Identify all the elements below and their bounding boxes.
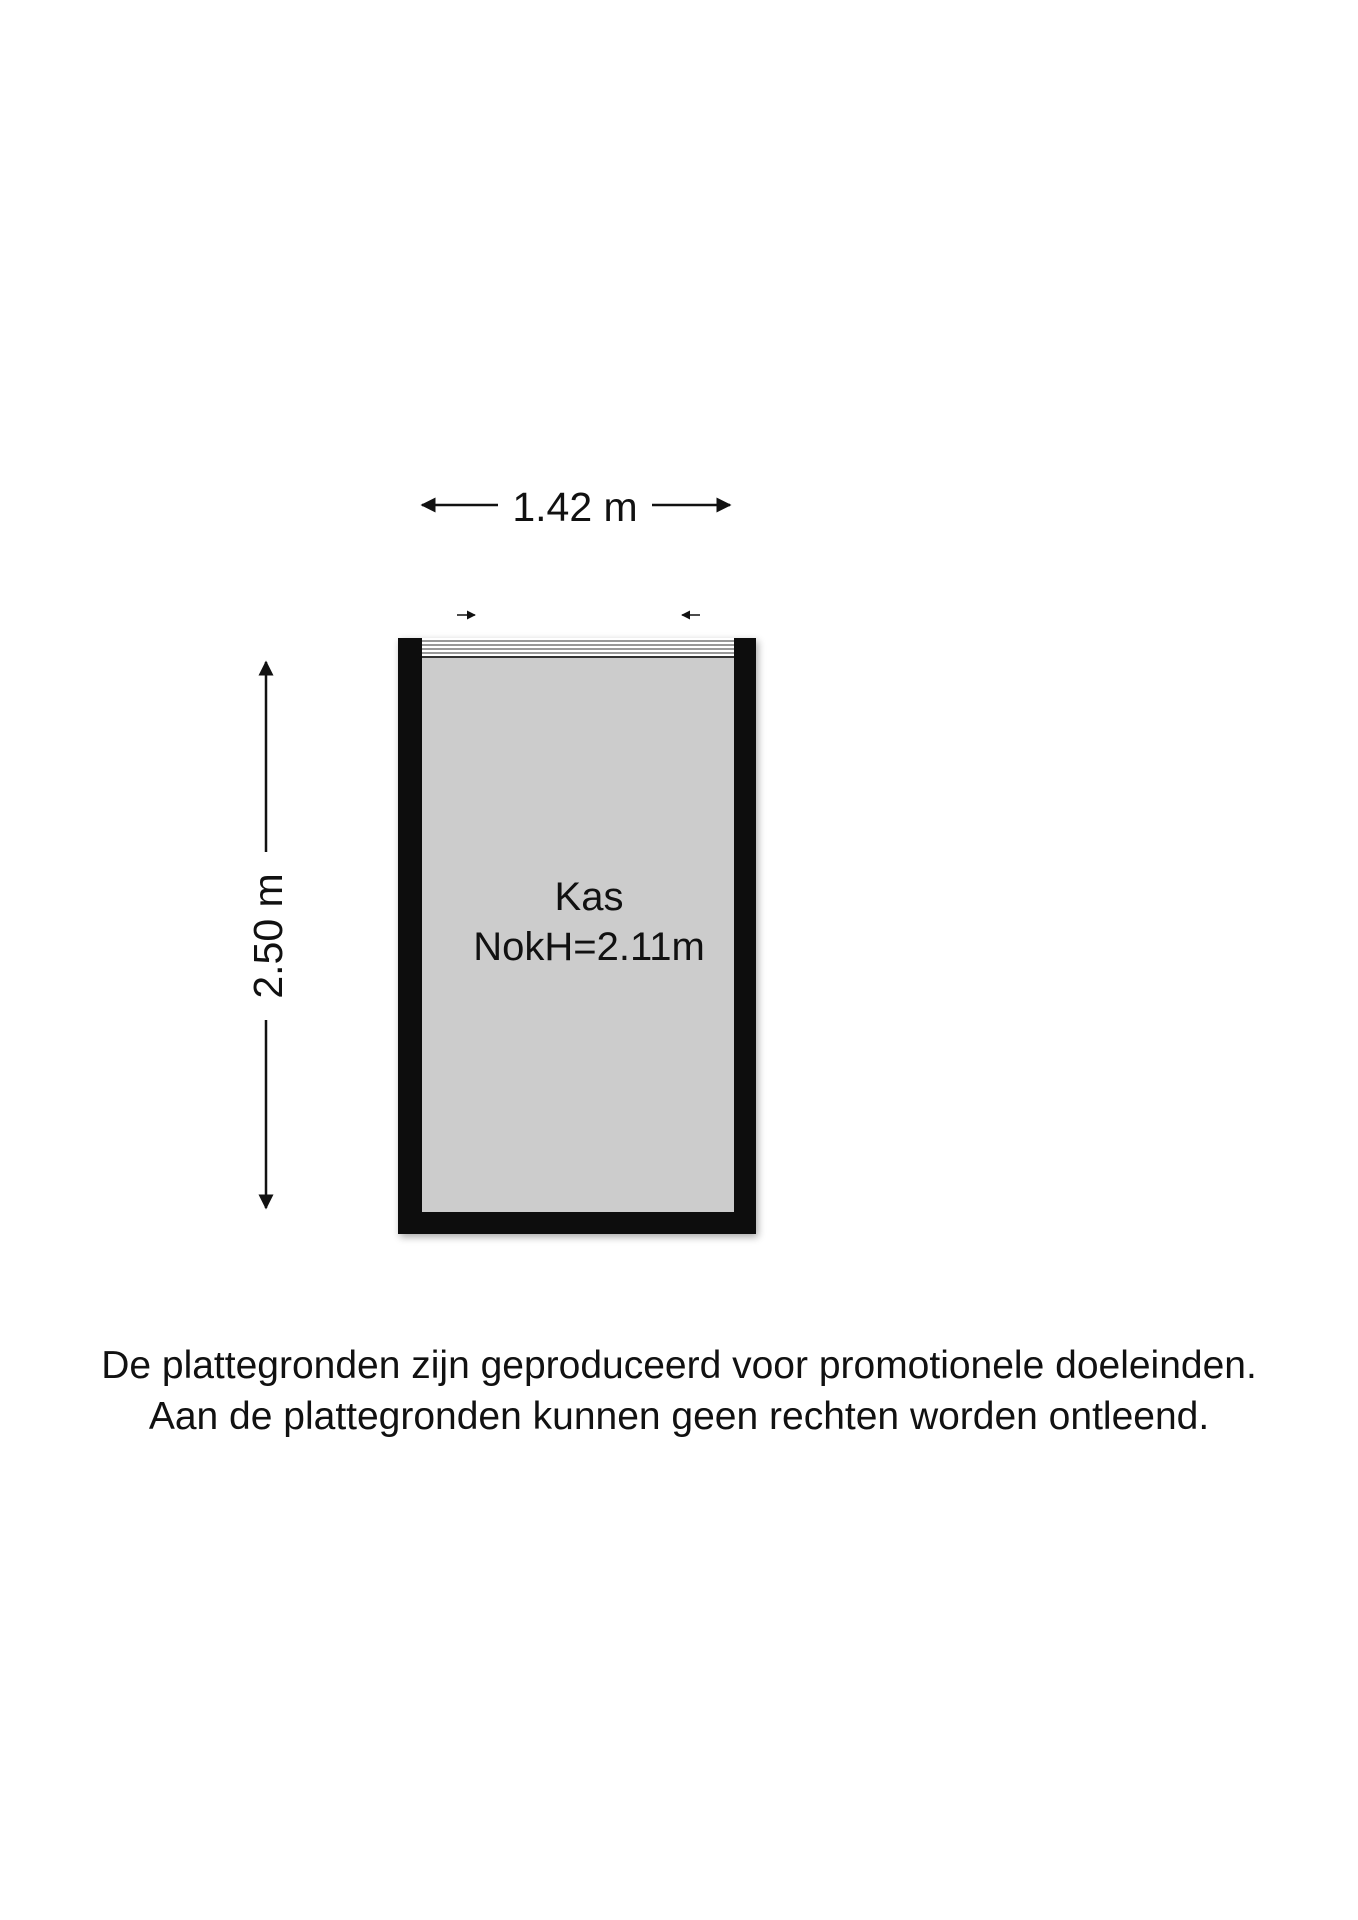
- height-dimension: [245, 662, 291, 1208]
- width-dimension: [422, 484, 730, 530]
- glass-wall: [422, 638, 734, 658]
- disclaimer-line-1: De plattegronden zijn geproduceerd voor promotionele doeleinden.: [101, 1344, 1257, 1387]
- room-ridge-height: NokH=2.11m: [473, 925, 705, 969]
- disclaimer: [0, 1340, 1358, 1442]
- disclaimer-line-2: Aan de plattegronden kunnen geen rechten worden ontleend.: [148, 1395, 1210, 1438]
- width-dimension-label: 1.42 m: [512, 484, 638, 530]
- room-name: Kas: [554, 875, 624, 919]
- height-dimension-label: 2.50 m: [245, 873, 291, 999]
